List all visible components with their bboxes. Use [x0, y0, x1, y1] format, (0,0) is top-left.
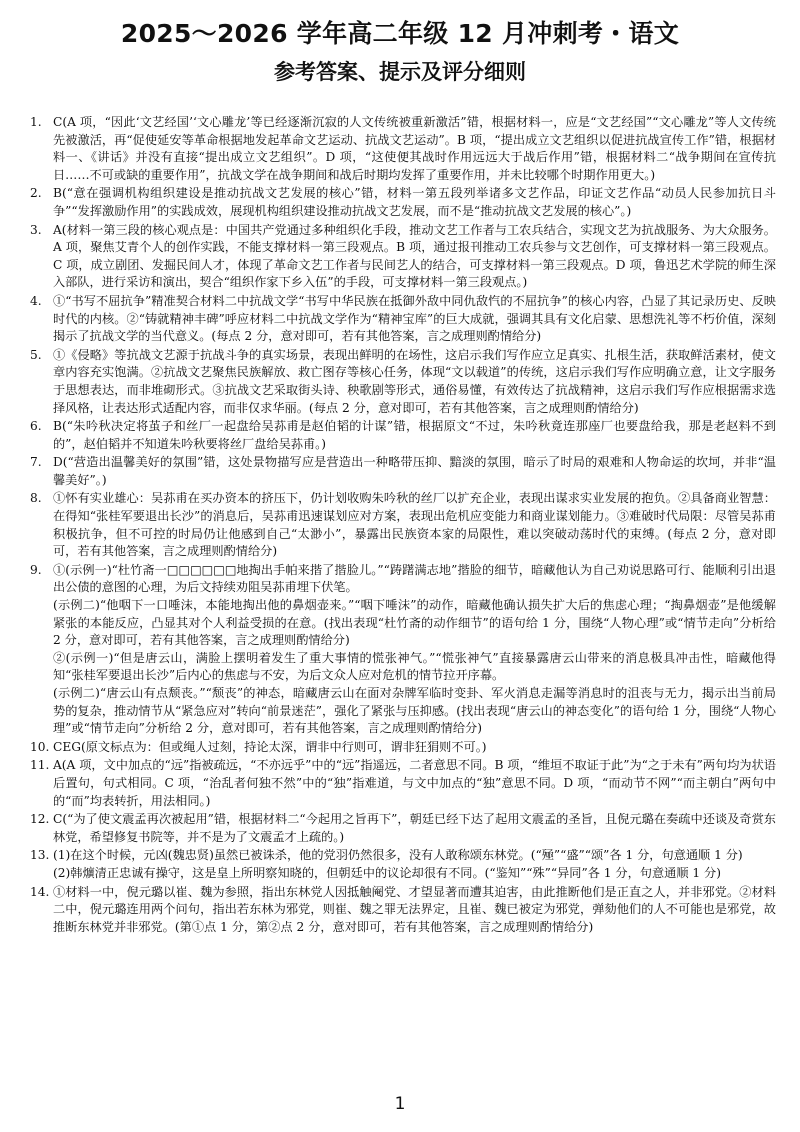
answer-text: ①材料一中，倪元璐以崔、魏为参照，指出东林党人因抵触阉党、才望显著而遭其迫害，由此推断他们是正直之人，并非邪党。②材料二中，倪元璐连用两个问句，指出若东林为邪党，则崔、魏之罪无法界定，且崔、魏已被定为邪党，弹劾他们的人不可能也是邪党，故推断东林党并非邪党。(第①点 1 分，第②点 2 分，意对即可，若有其他答案，言之成理则酌情给分)	[53, 884, 776, 934]
answer-text: (2)韩爌清正忠诚有操守，这是皇上所明察知晓的，但朝廷中的议论却很有不同。(“鉴知”“殊”“异同”各 1 分，句意通顺 1 分)	[53, 865, 721, 880]
answer-item	[30, 222, 776, 292]
answer-number: 7.	[30, 455, 42, 470]
answer-item	[30, 811, 776, 846]
answer-number: 10.	[30, 739, 50, 754]
answer-text: ①“书写不屈抗争”精准契合材料二中抗战文学“书写中华民族在抵御外敌中同仇敌忾的不屈抗争”的核心内容，凸显了其记录历史、反映时代的内核。②“铸就精神丰碑”呼应材料二中抗战文学作为“精神宝库”的巨大成就，强调其具有文化启蒙、思想洗礼等不朽价值，深刻揭示了抗战文学的当代意义。(每点 2 分，意对即可，若有其他答案，言之成理则酌情给分)	[53, 293, 776, 344]
answer-number: 12.	[30, 812, 50, 827]
answer-list	[30, 114, 776, 936]
answer-text: B(“意在强调机构组织建设是推动抗战文艺发展的核心”错，材料一第五段列举诸多文艺作品，印证文艺作品“动员人民参加抗日斗争”“发挥激励作用”的实践成效，展现机构组织建设推动抗战文艺发展，而不是“推动抗战文艺发展的核心”。)	[53, 186, 776, 218]
answer-item	[30, 757, 776, 810]
answer-number: 4.	[30, 293, 42, 308]
answer-item	[30, 293, 776, 346]
answer-number: 6.	[30, 419, 42, 434]
answer-text: (示例二)“他咽下一口唾沫，本能地掏出他的鼻烟壶来。”“咽下唾沫”的动作，暗藏他确认损失扩大后的焦虑心理；“掏鼻烟壶”是他缓解紧张的本能反应，凸显其对个人利益受损的在意。(找出表现“杜竹斋的动作细节”的语句给 1 分，围绕“人物心理”或“情节走向”分析给 2 分，意对即可，若有其他答案，言之成理则酌情给分)	[53, 598, 776, 648]
answer-item	[30, 490, 776, 560]
answer-number: 9.	[30, 562, 42, 577]
answer-text: A(材料一第三段的核心观点是：中国共产党通过多种组织化手段，推动文艺工作者与工农兵结合，实现文艺为抗战服务、为大众服务。A 项，聚焦艾青个人的创作实践，不能支撑材料一第三段观点。B 项，通过报刊推动工农兵参与文艺创作，可支撑材料一第三段观点。C 项，成立剧团、发掘民间人才，体现了革命文艺工作者与民间艺人的结合，可支撑材料一第三段观点。D 项，鲁迅艺术学院的师生深入部队，进行采访和演出，契合“组织作家下乡入伍”的手段，可支撑材料一第三段观点。)	[53, 222, 776, 290]
answer-text: CEG(原文标点为：但或绳人过刻，持论太深，谓非中行则可，谓非狂狷则不可。)	[53, 739, 487, 754]
answer-text: (示例二)“唐云山有点颓丧。”“颓丧”的神态，暗藏唐云山在面对杂牌军临时变卦、军火消息走漏等消息时的沮丧与无力，揭示出当前局势的复杂，推动情节从“紧急应对”转向“前景迷茫”，强化了紧张与压抑感。(找出表现“唐云山的神态变化”的语句给 1 分，围绕“人物心理”或“情节走向”分析给 2 分，意对即可，若有其他答案，言之成理则酌情给分)	[53, 686, 776, 736]
answer-number: 14.	[30, 884, 50, 899]
answer-number: 8.	[30, 491, 42, 506]
answer-item	[30, 847, 776, 882]
answer-item	[30, 347, 776, 417]
answer-number: 2.	[30, 186, 42, 201]
answer-item	[30, 562, 776, 738]
answer-item	[30, 114, 776, 184]
answer-item	[30, 739, 776, 757]
answer-text: ①《侵略》等抗战文艺源于抗战斗争的真实场景，表现出鲜明的在场性，这启示我们写作应立足真实、扎根生活，获取鲜活素材，使文章内容充实饱满。②抗战文艺聚焦民族解放、救亡图存等核心任务，体现“文以载道”的传统，这启示我们写作应明确立意，让文字服务于思想表达，而非堆砌形式。③抗战文艺采取街头诗、秧歌剧等形式，通俗易懂，有效传达了抗战精神，这启示我们写作应根据需求选择风格，让表达形式适配内容，而非仅求华丽。(每点 2 分，意对即可，若有其他答案，言之成理则酌情给分)	[53, 347, 776, 415]
answer-number: 1.	[30, 115, 42, 129]
page-subtitle: 参考答案、提示及评分细则	[274, 60, 526, 84]
answer-text: ①怀有实业雄心：吴荪甫在买办资本的挤压下，仍计划收购朱吟秋的丝厂以扩充企业，表现出谋求实业发展的抱负。②具备商业智慧：在得知“张桂军要退出长沙”的消息后，吴荪甫迅速谋划应对方案，表现出危机应变能力和商业谋划能力。③难破时代局限：尽管吴荪甫积极抗争，但不可控的时局仍让他感到自己“太渺小”，暴露出民族资本家的局限性，难以突破动荡时代的束缚。(每点 2 分，意对即可，若有其他答案，言之成理则酌情给分)	[53, 491, 776, 559]
answer-text: B(“朱吟秋决定将茧子和丝厂一起盘给吴荪甫是赵伯韬的计谋”错，根据原文“不过，朱吟秋竟连那座厂也要盘给我，那是老赵料不到的”，赵伯韬并不知道朱吟秋要将丝厂盘给吴荪甫。)	[53, 419, 776, 451]
answer-text: C(A 项，“因此‘文艺经国’‘文心雕龙’等已经逐渐沉寂的人文传统被重新激活”错，根据材料一，应是“文艺经国”“文心雕龙”等人文传统先被激活，再“促使延安等革命根据地发起革命文艺运动、抗战文艺运动”。B 项，“提出成立文艺组织以促进抗战宣传工作”错，根据材料一、《讲话》并没有直接“提出成立文艺组织”。D 项，“这使便其战时作用远远大于战后作用”错，根据材料二“战争期间在宣传抗日……不可或缺的重要作用”，抗战文学在战争期间和战后时期均发挥了重要作用，并未比较哪个时期作用更大。)	[53, 115, 776, 182]
answer-number: 11.	[30, 758, 50, 773]
answer-text: (1)在这个时候，元凶(魏忠贤)虽然已被诛杀，他的党羽仍然很多，没有人敢称颂东林党。(“殛”“盛”“颂”各 1 分，句意通顺 1 分)	[53, 848, 743, 863]
answer-text: D(“营造出温馨美好的氛围”错，这处景物描写应是营造出一种略带压抑、黯淡的氛围，暗示了时局的艰难和人物命运的坎坷，并非“温馨美好”。)	[53, 455, 776, 487]
answer-text: ①(示例一)“杜竹斋一□□□□□□地掏出手帕来揩了揩脸儿。”“踌躇满志地”揩脸的细节，暗藏他认为自己劝说思路可行、能顺利引出退出公债的意图的心理，为后文持续劝阻吴荪甫埋下伏笔。	[53, 562, 776, 595]
answer-item	[30, 454, 776, 489]
answer-item	[30, 884, 776, 937]
answer-number: 5.	[30, 347, 42, 362]
answer-text: C(“为了使文震孟再次被起用”错，根据材料二“今起用之旨再下”，朝廷已经下达了起用文震孟的圣旨，且倪元璐在奏疏中还谈及奇赏东林党，希望修复书院等，并不是为了文震孟才上疏的。)	[53, 812, 776, 844]
answer-item	[30, 185, 776, 220]
answer-number: 13.	[30, 848, 50, 863]
answer-item	[30, 418, 776, 453]
page-title: 2025～2026 学年高二年级 12 月冲刺考・语文	[120, 19, 680, 48]
answer-number: 3.	[30, 222, 42, 237]
answer-text: ②(示例一)“但是唐云山，满脸上摆明着发生了重大事情的慌张神气。”“慌张神气”直接暴露唐云山带来的消息极具冲击性，暗藏他得知“张桂军要退出长沙”后内心的焦虑与不安，为后文众人应对危机的情节拉开序幕。	[53, 650, 776, 683]
page-number: 1	[394, 1094, 406, 1114]
answer-text: A(A 项，文中加点的“远”指被疏远，“不亦远乎”中的“远”指遥远，二者意思不同。B 项，“维垣不取证于此”为“之于未有”两句均为状语后置句，句式相同。C 项，“治乱者何独不然”中的“独”指难道，与文中加点的“独”意思不同。D 项，“而动节不网”“而主朝白”两句中的“而”均表转折，用法相同。)	[53, 758, 776, 808]
